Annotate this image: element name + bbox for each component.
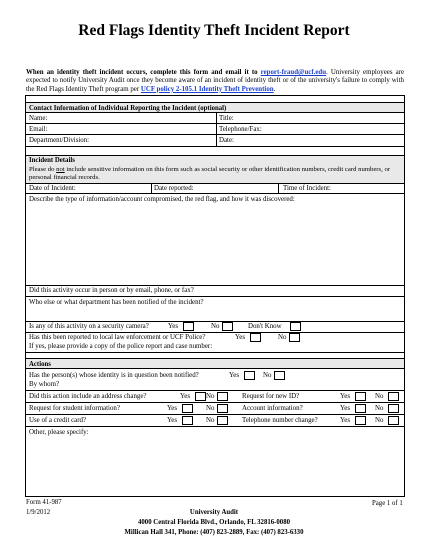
police-yes-checkbox[interactable] xyxy=(250,333,261,342)
intro-paragraph xyxy=(26,69,404,94)
camera-yes-label: Yes xyxy=(168,323,179,330)
student-no-checkbox[interactable] xyxy=(217,404,228,413)
other-field[interactable] xyxy=(26,427,404,495)
camera-dontknow-checkbox[interactable] xyxy=(290,322,301,331)
student-yes-label: Yes xyxy=(167,405,178,412)
account-info-label: Account information? xyxy=(242,405,303,412)
new-id-no-label: No xyxy=(375,393,384,400)
credit-no-checkbox[interactable] xyxy=(217,416,228,425)
form-date: 1/9/2012 xyxy=(26,509,51,516)
who-else-field[interactable] xyxy=(26,297,404,322)
account-no-label: No xyxy=(375,405,384,412)
title-label: Title: xyxy=(219,115,234,122)
student-yes-checkbox[interactable] xyxy=(182,404,193,413)
new-id-yes-label: Yes xyxy=(340,393,351,400)
notified-no-checkbox[interactable] xyxy=(274,371,285,380)
divider xyxy=(278,184,279,194)
time-incident-label: Time of Incident: xyxy=(283,185,331,192)
occur-label: Did this activity occur in person or by email, phone, or fax? xyxy=(29,287,194,294)
contact-row-dept xyxy=(26,135,404,147)
new-id-yes-checkbox[interactable] xyxy=(355,392,366,401)
intro-lead: When an identity theft incident occurs, complete this form and email it to xyxy=(26,69,258,76)
camera-yes-checkbox[interactable] xyxy=(183,322,194,331)
footer-address: 4000 Central Florida Blvd., Orlando, FL 32816-0080 xyxy=(138,519,290,526)
page-number: Page 1 of 1 xyxy=(372,500,403,507)
notified-row xyxy=(26,369,404,391)
policy-link[interactable]: UCF policy 2-105.1 Identity Theft Prevention xyxy=(140,85,274,93)
police-row xyxy=(26,333,404,353)
credit-card-label: Use of a credit card? xyxy=(29,417,87,424)
camera-no-checkbox[interactable] xyxy=(222,322,233,331)
divider xyxy=(216,124,217,135)
name-label: Name: xyxy=(29,115,48,122)
footer-contact: Millican Hall 341, Phone: (407) 823-2889, Fax: (407) 823-6330 xyxy=(124,529,304,536)
note-pre: Please do xyxy=(29,166,55,173)
credit-card-row xyxy=(26,415,404,427)
intro-end: . xyxy=(273,85,276,93)
account-yes-checkbox[interactable] xyxy=(355,404,366,413)
phone-change-label: Telephone number change? xyxy=(242,417,318,424)
phone-yes-label: Yes xyxy=(340,417,351,424)
footer-org: University Audit xyxy=(189,509,239,516)
address-no-label: No xyxy=(206,393,215,400)
notified-label: Has the person(s) whose identity is in question been notified? xyxy=(29,372,199,379)
notified-yes-checkbox[interactable] xyxy=(244,371,255,380)
account-yes-label: Yes xyxy=(340,405,351,412)
camera-label: Is any of this activity on a security camera? xyxy=(29,323,149,330)
address-yes-checkbox[interactable] xyxy=(195,392,206,401)
credit-yes-checkbox[interactable] xyxy=(182,416,193,425)
phone-no-checkbox[interactable] xyxy=(388,416,399,425)
address-row xyxy=(26,391,404,403)
actions-section-header: Actions xyxy=(26,358,404,369)
notified-no-label: No xyxy=(263,372,272,379)
incident-section-header: Incident Details xyxy=(26,155,404,165)
address-yes-label: Yes xyxy=(180,393,191,400)
divider xyxy=(151,184,152,194)
address-no-checkbox[interactable] xyxy=(217,392,228,401)
date-incident-label: Date of Incident: xyxy=(29,185,76,192)
police-no-label: No xyxy=(278,334,287,341)
notified-yes-label: Yes xyxy=(229,372,240,379)
date-label: Date: xyxy=(219,137,234,144)
new-id-no-checkbox[interactable] xyxy=(388,392,399,401)
divider xyxy=(216,113,217,124)
student-info-row xyxy=(26,403,404,415)
police-label: Has this been reported to local law enforcement or UCF Police? xyxy=(29,334,206,341)
describe-label: Describe the type of information/account compromised, the red flag, and how it was discovered: xyxy=(29,196,295,203)
note-not: not xyxy=(56,166,65,173)
describe-field[interactable] xyxy=(26,194,404,286)
divider xyxy=(216,135,217,147)
student-no-label: No xyxy=(206,405,215,412)
form-number: Form 41-987 xyxy=(26,499,62,506)
email-label: Email: xyxy=(29,126,48,133)
police-copy-label: If yes, please provide a copy of the police report and case number: xyxy=(29,343,213,350)
student-info-label: Request for student information? xyxy=(29,405,120,412)
contact-row-name xyxy=(26,113,404,124)
phone-no-label: No xyxy=(375,417,384,424)
police-yes-label: Yes xyxy=(235,334,246,341)
account-no-checkbox[interactable] xyxy=(388,404,399,413)
phone-label: Telephone/Fax: xyxy=(219,126,262,133)
address-change-label: Did this action include an address change? xyxy=(29,393,147,400)
other-label: Other, please specify: xyxy=(29,429,89,436)
new-id-label: Request for new ID? xyxy=(242,393,300,400)
camera-dontknow-label: Don't Know xyxy=(248,323,282,330)
sensitive-info-note xyxy=(29,166,399,182)
credit-yes-label: Yes xyxy=(167,417,178,424)
report-form xyxy=(25,95,405,497)
email-link[interactable]: report-fraud@ucf.edu xyxy=(260,69,327,76)
page-title: Red Flags Identity Theft Incident Report xyxy=(78,22,350,39)
date-reported-label: Date reported: xyxy=(154,185,194,192)
dept-label: Department/Division: xyxy=(29,137,90,144)
intro-text: . University employees are expected to notify University Audit once they become aware of an incident of identity theft or of the university's failure to comply with the Red Flags Identity Theft program per xyxy=(26,69,405,93)
occur-field[interactable] xyxy=(26,286,404,297)
police-no-checkbox[interactable] xyxy=(289,333,300,342)
who-else-label: Who else or what department has been notified of the incident? xyxy=(29,299,204,306)
date-row xyxy=(26,183,404,194)
note-post: include sensitive information on this form such as social security or other identification numbers, credit card numbers, or personal financial records. xyxy=(29,166,391,181)
contact-section-header: Contact Information of Individual Reporting the Incident (optional) xyxy=(26,102,404,113)
phone-yes-checkbox[interactable] xyxy=(355,416,366,425)
camera-no-label: No xyxy=(211,323,220,330)
contact-row-email xyxy=(26,124,404,135)
camera-row xyxy=(26,322,404,333)
credit-no-label: No xyxy=(206,417,215,424)
by-whom-label: By whom? xyxy=(29,381,60,388)
